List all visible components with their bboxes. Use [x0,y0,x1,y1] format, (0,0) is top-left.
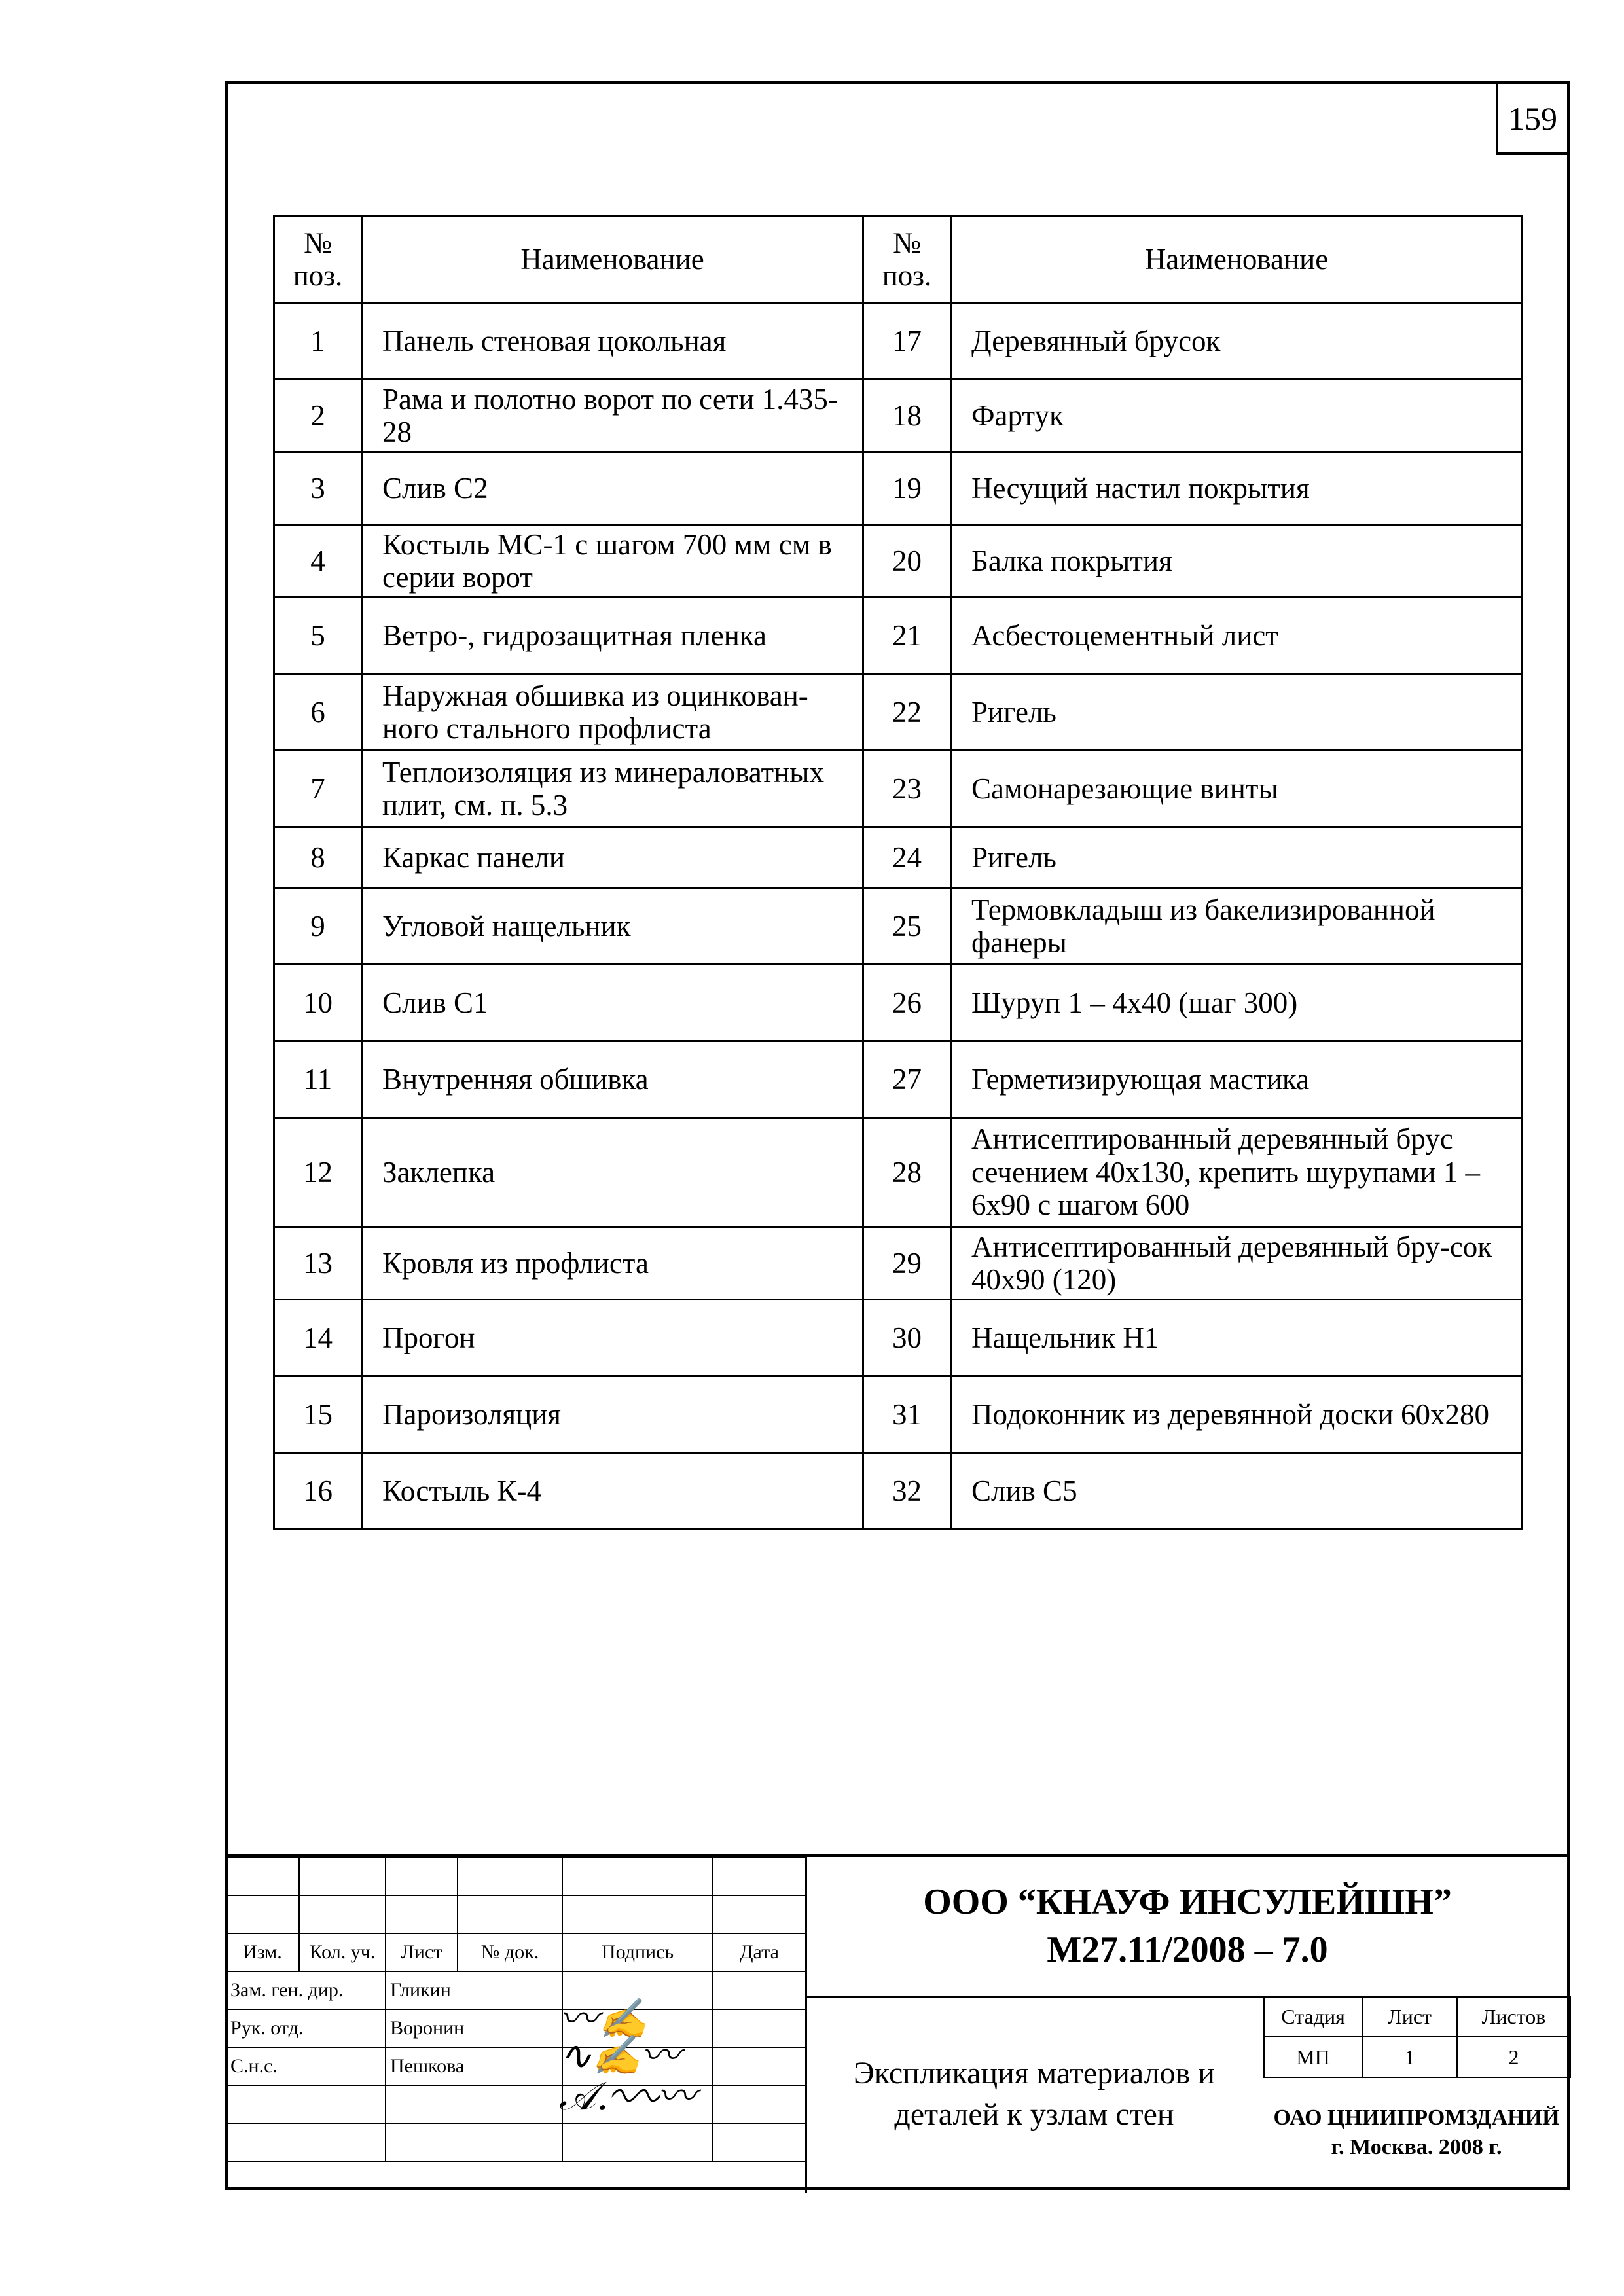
stage-label: Стадия [1264,1996,1362,2037]
table-row [274,1118,1523,1227]
signer-name: Воронин [386,2009,562,2047]
table-row [274,452,1523,525]
position-number: 16 [274,1453,362,1530]
col-date: Дата [713,1933,806,1971]
page-number: 159 [1496,81,1570,155]
header-name-left: Наименование [362,216,863,303]
organization-name: ООО “КНАУФ ИНСУЛЕЙШН” [923,1882,1452,1923]
item-name: Слив С1 [362,965,863,1041]
item-name: Термовкладыш из бакелизированной фанеры [951,888,1523,965]
table-header-row [274,216,1523,303]
table-row [274,380,1523,452]
item-name: Деревянный брусок [951,303,1523,380]
position-number: 21 [863,598,951,674]
item-name: Нащельник Н1 [951,1300,1523,1376]
sheets-label: Листов [1457,1996,1570,2037]
item-name: Подоконник из деревянной доски 60х280 [951,1376,1523,1453]
item-name: Слив С5 [951,1453,1523,1530]
col-signature: Подпись [562,1933,713,1971]
signature-glikin: 〰✍ [559,1996,647,2042]
table-row [274,1453,1523,1530]
table-row [274,965,1523,1041]
item-name: Балка покрытия [951,525,1523,598]
position-number: 2 [274,380,362,452]
item-name: Угловой нащельник [362,888,863,965]
item-name: Несущий настил покрытия [951,452,1523,525]
header-num-right: № поз. [863,216,951,303]
item-name: Герметизирующая мастика [951,1041,1523,1118]
position-number: 32 [863,1453,951,1530]
item-name: Самонарезающие винты [951,751,1523,827]
col-izm: Изм. [226,1933,299,1971]
revision-grid [225,1857,806,2162]
sheets-value: 2 [1457,2037,1570,2077]
item-name: Ригель [951,827,1523,888]
stage-value: МП [1264,2037,1362,2077]
signer-row [226,2009,806,2047]
signature-peshkova: 𝒜.∿∿〰 [559,2073,696,2119]
sheet-label: Лист [1362,1996,1457,2037]
table-row [274,303,1523,380]
position-number: 28 [863,1118,951,1227]
item-name: Каркас панели [362,827,863,888]
item-name: Заклепка [362,1118,863,1227]
table-row [274,1227,1523,1300]
position-number: 29 [863,1227,951,1300]
signer-row [226,1971,806,2009]
position-number: 14 [274,1300,362,1376]
position-number: 26 [863,965,951,1041]
position-number: 17 [863,303,951,380]
signature-voronin: ∿✍〰 [559,2033,680,2079]
position-number: 23 [863,751,951,827]
item-name: Кровля из профлиста [362,1227,863,1300]
position-number: 5 [274,598,362,674]
position-number: 6 [274,674,362,751]
position-number: 9 [274,888,362,965]
stage-table [1263,1996,1571,2078]
item-name: Антисептированный деревянный бру-сок 40х90 (120) [951,1227,1523,1300]
header-num-left: № поз. [274,216,362,303]
item-name: Внутренняя обшивка [362,1041,863,1118]
document-title: Экспликация материалов и деталей к узлам стен [854,2056,1215,2132]
position-number: 27 [863,1041,951,1118]
table-row [274,598,1523,674]
item-name: Панель стеновая цокольная [362,303,863,380]
item-name: Теплоизоляция из минераловатных плит, см. п. 5.3 [362,751,863,827]
item-name: Ветро-, гидрозащитная пленка [362,598,863,674]
position-number: 30 [863,1300,951,1376]
signer-row [226,2047,806,2085]
institute-block [1263,2073,1570,2193]
title-block [225,1854,1570,2193]
item-name: Прогон [362,1300,863,1376]
signer-role: С.н.с. [226,2047,386,2085]
table-row [274,888,1523,965]
table-row [274,525,1523,598]
item-name: Антисептированный деревянный брус сечением 40х130, крепить шурупами 1 – 6х90 с шагом 600 [951,1118,1523,1227]
table-row [274,674,1523,751]
position-number: 15 [274,1376,362,1453]
specification-table [273,215,1523,1530]
organization-header [805,1857,1570,1996]
header-name-right: Наименование [951,216,1523,303]
position-number: 22 [863,674,951,751]
item-name: Шуруп 1 – 4х40 (шаг 300) [951,965,1523,1041]
table-row [274,1041,1523,1118]
col-doc-num: № док. [458,1933,562,1971]
document-code: М27.11/2008 – 7.0 [1047,1929,1328,1970]
position-number: 7 [274,751,362,827]
item-name: Наружная обшивка из оцинкован-ного стального профлиста [362,674,863,751]
signer-name: Гликин [386,1971,562,2009]
position-number: 20 [863,525,951,598]
position-number: 31 [863,1376,951,1453]
position-number: 18 [863,380,951,452]
item-name: Рама и полотно ворот по сети 1.435-28 [362,380,863,452]
position-number: 25 [863,888,951,965]
position-number: 4 [274,525,362,598]
signer-name: Пешкова [386,2047,562,2085]
position-number: 1 [274,303,362,380]
table-row [274,1300,1523,1376]
item-name: Пароизоляция [362,1376,863,1453]
institute-city-year: г. Москва. 2008 г. [1331,2134,1502,2159]
position-number: 13 [274,1227,362,1300]
position-number: 24 [863,827,951,888]
item-name: Ригель [951,674,1523,751]
revision-header-row [226,1933,806,1971]
col-list: Лист [386,1933,458,1971]
position-number: 10 [274,965,362,1041]
table-row [274,827,1523,888]
position-number: 12 [274,1118,362,1227]
signer-role: Зам. ген. дир. [226,1971,386,2009]
item-name: Слив С2 [362,452,863,525]
item-name: Асбестоцементный лист [951,598,1523,674]
item-name: Фартук [951,380,1523,452]
col-kol-uch: Кол. уч. [299,1933,386,1971]
item-name: Костыль МС-1 с шагом 700 мм см в серии ворот [362,525,863,598]
position-number: 11 [274,1041,362,1118]
item-name: Костыль К-4 [362,1453,863,1530]
table-row [274,751,1523,827]
position-number: 8 [274,827,362,888]
sheet-value: 1 [1362,2037,1457,2077]
position-number: 3 [274,452,362,525]
table-row [274,1376,1523,1453]
position-number: 19 [863,452,951,525]
signer-role: Рук. отд. [226,2009,386,2047]
institute-name: ОАО ЦНИИПРОМЗДАНИЙ [1273,2106,1560,2130]
